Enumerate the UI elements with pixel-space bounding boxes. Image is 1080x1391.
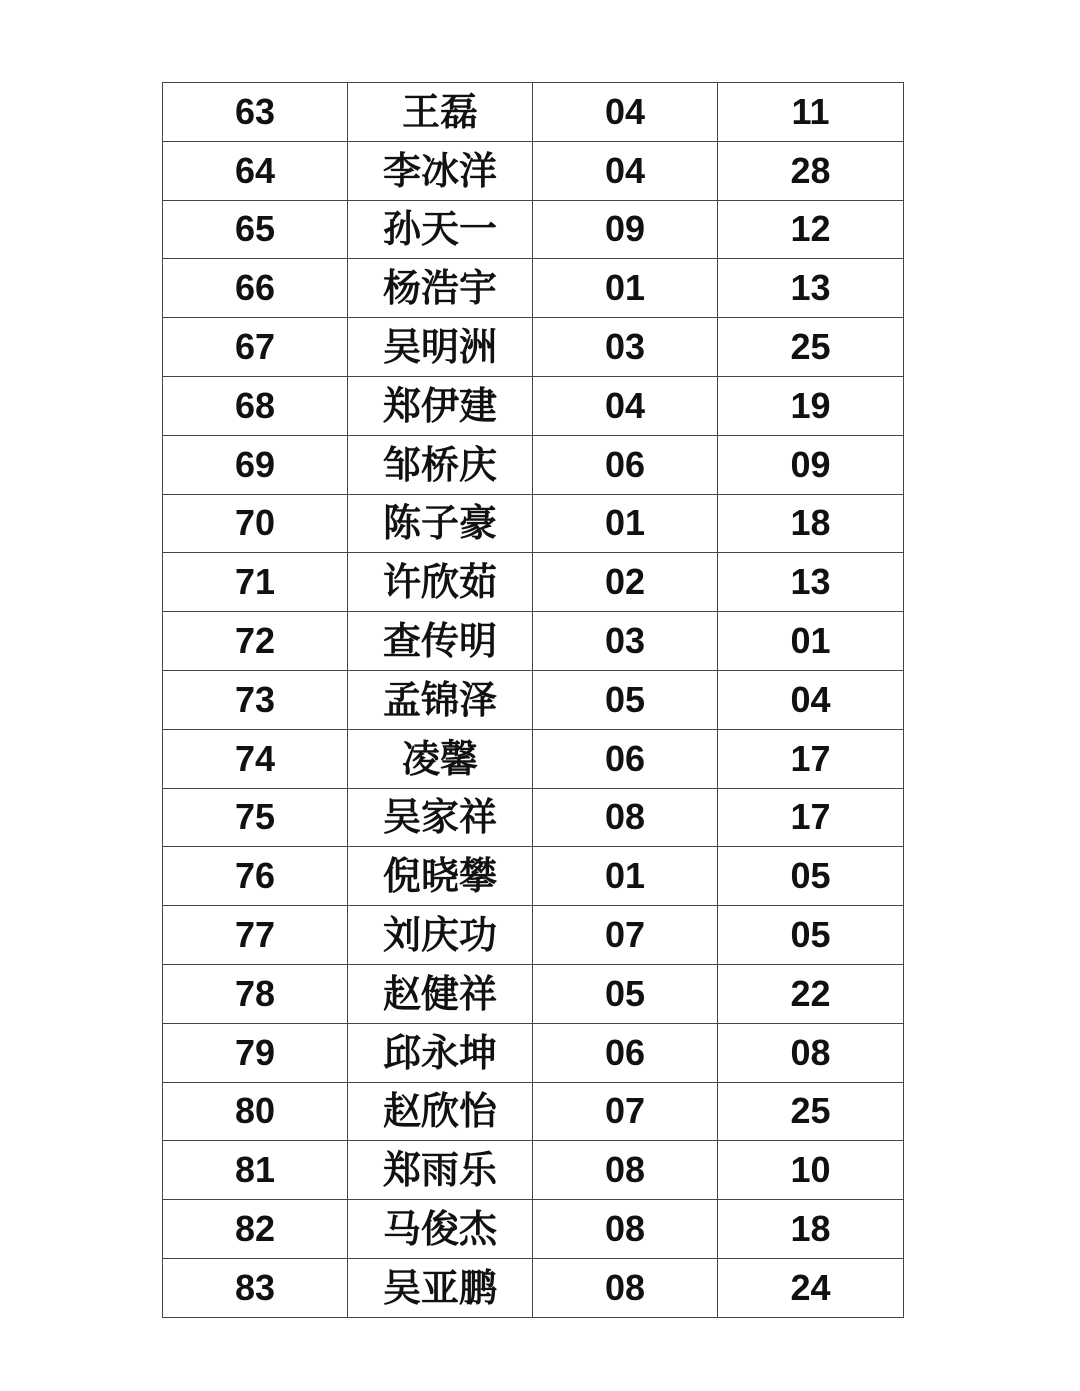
row-number-cell: 65 <box>163 200 348 259</box>
student-name-cell: 赵健祥 <box>348 964 533 1023</box>
seat-number-cell: 24 <box>718 1258 904 1317</box>
seat-number-cell: 05 <box>718 847 904 906</box>
student-name-cell: 邱永坤 <box>348 1023 533 1082</box>
row-number-cell: 69 <box>163 435 348 494</box>
seat-number-cell: 10 <box>718 1141 904 1200</box>
class-number-cell: 08 <box>533 1258 718 1317</box>
student-name-cell: 陈子豪 <box>348 494 533 553</box>
class-number-cell: 03 <box>533 318 718 377</box>
row-number-cell: 80 <box>163 1082 348 1141</box>
row-number-cell: 83 <box>163 1258 348 1317</box>
seat-number-cell: 22 <box>718 964 904 1023</box>
document-sheet <box>162 82 903 1318</box>
row-number-cell: 82 <box>163 1200 348 1259</box>
table-row <box>163 1200 904 1259</box>
table-row <box>163 964 904 1023</box>
student-name-cell: 许欣茹 <box>348 553 533 612</box>
class-number-cell: 01 <box>533 494 718 553</box>
class-number-cell: 09 <box>533 200 718 259</box>
seat-number-cell: 17 <box>718 729 904 788</box>
row-number-cell: 64 <box>163 141 348 200</box>
class-number-cell: 08 <box>533 1141 718 1200</box>
student-name-cell: 倪晓攀 <box>348 847 533 906</box>
class-number-cell: 04 <box>533 141 718 200</box>
table-row <box>163 847 904 906</box>
seat-number-cell: 18 <box>718 494 904 553</box>
student-name-cell: 马俊杰 <box>348 1200 533 1259</box>
student-name-cell: 赵欣怡 <box>348 1082 533 1141</box>
student-name-cell: 孙天一 <box>348 200 533 259</box>
row-number-cell: 75 <box>163 788 348 847</box>
table-row <box>163 612 904 671</box>
student-name-cell: 刘庆功 <box>348 906 533 965</box>
table-row <box>163 729 904 788</box>
row-number-cell: 67 <box>163 318 348 377</box>
class-number-cell: 06 <box>533 435 718 494</box>
seat-number-cell: 13 <box>718 553 904 612</box>
table-row <box>163 494 904 553</box>
class-number-cell: 04 <box>533 83 718 142</box>
table-row <box>163 1023 904 1082</box>
table-row <box>163 376 904 435</box>
row-number-cell: 71 <box>163 553 348 612</box>
table-row <box>163 670 904 729</box>
row-number-cell: 78 <box>163 964 348 1023</box>
seat-number-cell: 04 <box>718 670 904 729</box>
table-row <box>163 83 904 142</box>
row-number-cell: 77 <box>163 906 348 965</box>
class-number-cell: 01 <box>533 259 718 318</box>
student-table <box>162 82 904 1318</box>
row-number-cell: 74 <box>163 729 348 788</box>
seat-number-cell: 17 <box>718 788 904 847</box>
table-row <box>163 141 904 200</box>
seat-number-cell: 01 <box>718 612 904 671</box>
seat-number-cell: 13 <box>718 259 904 318</box>
class-number-cell: 06 <box>533 729 718 788</box>
row-number-cell: 70 <box>163 494 348 553</box>
table-row <box>163 1141 904 1200</box>
table-row <box>163 906 904 965</box>
student-name-cell: 李冰洋 <box>348 141 533 200</box>
student-name-cell: 杨浩宇 <box>348 259 533 318</box>
row-number-cell: 76 <box>163 847 348 906</box>
class-number-cell: 01 <box>533 847 718 906</box>
seat-number-cell: 11 <box>718 83 904 142</box>
student-name-cell: 吴家祥 <box>348 788 533 847</box>
row-number-cell: 81 <box>163 1141 348 1200</box>
student-name-cell: 王磊 <box>348 83 533 142</box>
seat-number-cell: 19 <box>718 376 904 435</box>
table-row <box>163 788 904 847</box>
row-number-cell: 73 <box>163 670 348 729</box>
table-row <box>163 1258 904 1317</box>
student-name-cell: 查传明 <box>348 612 533 671</box>
class-number-cell: 08 <box>533 1200 718 1259</box>
table-row <box>163 553 904 612</box>
class-number-cell: 07 <box>533 1082 718 1141</box>
student-name-cell: 邹桥庆 <box>348 435 533 494</box>
student-name-cell: 郑伊建 <box>348 376 533 435</box>
student-name-cell: 郑雨乐 <box>348 1141 533 1200</box>
row-number-cell: 68 <box>163 376 348 435</box>
row-number-cell: 72 <box>163 612 348 671</box>
seat-number-cell: 18 <box>718 1200 904 1259</box>
row-number-cell: 66 <box>163 259 348 318</box>
seat-number-cell: 05 <box>718 906 904 965</box>
table-row <box>163 435 904 494</box>
student-name-cell: 凌馨 <box>348 729 533 788</box>
seat-number-cell: 25 <box>718 1082 904 1141</box>
class-number-cell: 03 <box>533 612 718 671</box>
class-number-cell: 07 <box>533 906 718 965</box>
class-number-cell: 04 <box>533 376 718 435</box>
student-name-cell: 吴明洲 <box>348 318 533 377</box>
row-number-cell: 63 <box>163 83 348 142</box>
seat-number-cell: 12 <box>718 200 904 259</box>
student-name-cell: 孟锦泽 <box>348 670 533 729</box>
seat-number-cell: 28 <box>718 141 904 200</box>
table-row <box>163 1082 904 1141</box>
seat-number-cell: 09 <box>718 435 904 494</box>
seat-number-cell: 08 <box>718 1023 904 1082</box>
row-number-cell: 79 <box>163 1023 348 1082</box>
class-number-cell: 06 <box>533 1023 718 1082</box>
table-row <box>163 318 904 377</box>
class-number-cell: 02 <box>533 553 718 612</box>
table-body <box>163 83 904 1318</box>
seat-number-cell: 25 <box>718 318 904 377</box>
class-number-cell: 05 <box>533 964 718 1023</box>
table-row <box>163 259 904 318</box>
student-name-cell: 吴亚鹏 <box>348 1258 533 1317</box>
table-row <box>163 200 904 259</box>
class-number-cell: 05 <box>533 670 718 729</box>
class-number-cell: 08 <box>533 788 718 847</box>
